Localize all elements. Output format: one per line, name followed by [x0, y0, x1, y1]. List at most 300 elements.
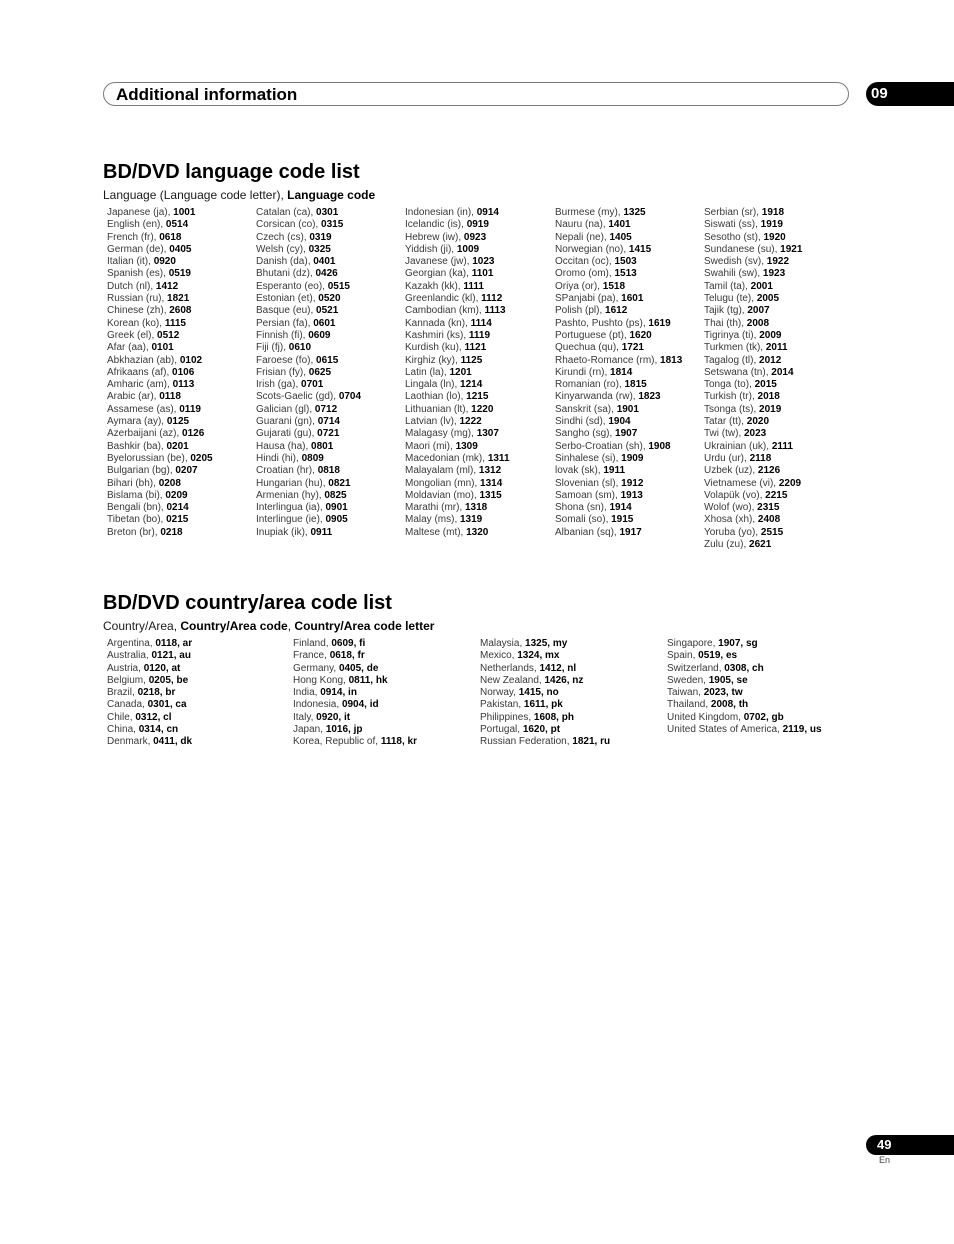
- language-code: 1214: [460, 379, 483, 391]
- language-code: 2315: [757, 502, 780, 514]
- language-entry: [555, 465, 682, 477]
- country-code: 1325, my: [525, 638, 568, 649]
- country-code: 0519, es: [698, 650, 738, 662]
- language-entry: [107, 416, 213, 428]
- language-name: Turkish (tr),: [704, 391, 758, 403]
- language-code: 1201: [449, 366, 472, 378]
- country-entry: [107, 699, 192, 711]
- language-entry: [704, 281, 802, 293]
- legend-bold-code: Country/Area code: [180, 619, 288, 633]
- language-name: Croatian (hr),: [256, 465, 318, 477]
- language-entry: [256, 502, 361, 514]
- country-name: Hong Kong,: [293, 674, 349, 686]
- language-name: Arabic (ar),: [107, 391, 160, 403]
- language-code: 1823: [638, 391, 661, 403]
- language-name: Georgian (ka),: [405, 268, 472, 280]
- language-code: 0704: [338, 391, 362, 403]
- language-name: Kinyarwanda (rw),: [555, 391, 639, 403]
- country-code: 0205, be: [148, 674, 189, 686]
- language-code: 2018: [757, 391, 780, 403]
- language-code: 0113: [172, 379, 195, 391]
- language-entry: [704, 355, 802, 367]
- language-code: 0118: [159, 391, 181, 403]
- language-code: 1503: [614, 256, 637, 268]
- language-name: Macedonian (mk),: [405, 452, 488, 464]
- language-entry: [704, 404, 802, 416]
- language-name: Serbian (sr),: [704, 207, 762, 218]
- country-entry: [293, 712, 417, 724]
- language-code: 2012: [759, 354, 782, 366]
- language-code: 0825: [324, 489, 347, 501]
- country-code: 1608, ph: [533, 711, 574, 723]
- language-code: 1815: [624, 379, 647, 391]
- language-code: 1920: [763, 231, 786, 243]
- language-entry: [704, 232, 802, 244]
- country-entry: [480, 675, 610, 687]
- legend-separator: ,: [287, 619, 295, 633]
- language-code: 2209: [778, 477, 802, 489]
- language-entry: [256, 293, 361, 305]
- country-entry: [480, 663, 610, 675]
- language-name: Somali (so),: [555, 514, 612, 526]
- country-name: Norway,: [480, 687, 519, 699]
- language-entry: [107, 404, 213, 416]
- language-code: 1312: [478, 465, 502, 477]
- language-name: Tsonga (ts),: [704, 403, 760, 415]
- language-name: Siswati (ss),: [704, 219, 761, 231]
- language-name: Afrikaans (af),: [107, 366, 173, 378]
- language-name: Nepali (ne),: [555, 231, 610, 243]
- language-name: Bulgarian (bg),: [107, 465, 176, 477]
- language-name: Oriya (or),: [555, 280, 603, 292]
- language-name: Lingala (ln),: [405, 379, 461, 391]
- language-code: 0911: [310, 526, 333, 538]
- country-entry: [107, 638, 192, 650]
- language-name: Danish (da),: [256, 256, 314, 268]
- language-code: 0615: [316, 354, 339, 366]
- language-name: Swedish (sv),: [704, 256, 767, 268]
- language-code: 0712: [314, 403, 338, 415]
- language-entry: [405, 330, 510, 342]
- country-code: 0609, fi: [331, 638, 366, 649]
- language-name: Xhosa (xh),: [704, 514, 758, 526]
- language-entry: [704, 453, 802, 465]
- language-entry: [107, 293, 213, 305]
- country-name: Korea, Republic of,: [293, 736, 381, 748]
- language-name: Sanskrit (sa),: [555, 403, 617, 415]
- language-code: 2015: [754, 379, 777, 391]
- legend-plain: Language (Language code letter),: [103, 188, 288, 202]
- section-header: [103, 82, 849, 106]
- language-entry: [405, 404, 510, 416]
- country-code-heading: BD/DVD country/area code list: [103, 592, 392, 614]
- country-name: Indonesia,: [293, 699, 342, 711]
- language-code: 1315: [479, 489, 502, 501]
- language-entry: [405, 391, 510, 403]
- country-name: United Kingdom,: [667, 711, 744, 723]
- language-name: Welsh (cy),: [256, 243, 309, 255]
- language-code: 0325: [308, 243, 331, 255]
- language-code: 1001: [173, 207, 196, 218]
- country-code: 1415, no: [518, 687, 559, 699]
- language-name: Kashmiri (ks),: [405, 329, 469, 341]
- language-code: 1721: [621, 342, 644, 354]
- chapter-number-tab: 09: [866, 82, 954, 106]
- language-code: 0905: [325, 514, 348, 526]
- page-number-tab: 49: [866, 1135, 954, 1155]
- language-entry: [405, 514, 510, 526]
- language-name: Greenlandic (kl),: [405, 293, 482, 305]
- language-entry: [107, 256, 213, 268]
- language-name: Slovenian (sl),: [555, 477, 622, 489]
- language-name: Sundanese (su),: [704, 243, 781, 255]
- language-entry: [555, 232, 682, 244]
- country-code: 1905, se: [708, 674, 748, 686]
- language-entry: [107, 502, 213, 514]
- language-name: Kirghiz (ky),: [405, 354, 461, 366]
- language-entry: [256, 367, 361, 379]
- language-entry: [107, 232, 213, 244]
- language-entry: [405, 453, 510, 465]
- language-entry: [107, 355, 213, 367]
- country-name: Philippines,: [480, 711, 534, 723]
- country-code: 0920, it: [316, 711, 351, 723]
- language-entry: [107, 391, 213, 403]
- country-entry: [480, 724, 610, 736]
- language-name: Setswana (tn),: [704, 366, 772, 378]
- country-column: [293, 638, 417, 749]
- language-entry: [405, 219, 510, 231]
- language-entry: [107, 379, 213, 391]
- language-entry: [405, 281, 510, 293]
- page-language-label: En: [879, 1155, 891, 1165]
- language-code: 2009: [759, 329, 782, 341]
- language-code: 1119: [468, 329, 491, 341]
- language-entry: [704, 330, 802, 342]
- country-name: Argentina,: [107, 638, 156, 649]
- language-code: 2020: [746, 416, 770, 428]
- language-name: Marathi (mr),: [405, 502, 465, 514]
- country-code: 0618, fr: [329, 650, 365, 662]
- country-entry: [480, 650, 610, 662]
- language-code: 2019: [759, 403, 782, 415]
- language-name: Laothian (lo),: [405, 391, 467, 403]
- language-name: Kurdish (ku),: [405, 342, 465, 354]
- language-entry: [704, 342, 802, 354]
- language-code: 0101: [151, 342, 174, 354]
- language-entry: [107, 453, 213, 465]
- language-entry: [555, 219, 682, 231]
- language-code: 1518: [602, 280, 626, 292]
- language-name: Maltese (mt),: [405, 526, 467, 538]
- language-code: 1907: [615, 428, 638, 440]
- language-name: Zulu (zu),: [704, 539, 750, 551]
- language-entry: [555, 441, 682, 453]
- language-entry: [107, 330, 213, 342]
- language-name: Swahili (sw),: [704, 268, 763, 280]
- language-entry: [555, 490, 682, 502]
- language-name: Aymara (ay),: [107, 416, 167, 428]
- language-name: Sangho (sg),: [555, 428, 616, 440]
- language-code: 0207: [175, 465, 198, 477]
- language-name: Inupiak (ik),: [256, 526, 311, 538]
- country-code: 0301, ca: [147, 699, 187, 711]
- language-name: Serbo-Croatian (sh),: [555, 440, 649, 452]
- language-name: Bihari (bh),: [107, 477, 159, 489]
- language-name: Bhutani (dz),: [256, 268, 316, 280]
- language-column: [256, 207, 361, 539]
- language-entry: [704, 219, 802, 231]
- language-name: Rhaeto-Romance (rm),: [555, 354, 661, 366]
- country-entry: [293, 699, 417, 711]
- language-name: lovak (sk),: [555, 465, 604, 477]
- country-code: 1118, kr: [380, 736, 417, 748]
- language-entry: [405, 305, 510, 317]
- language-entry: [704, 527, 802, 539]
- language-code: 0209: [165, 489, 188, 501]
- country-entry: [480, 699, 610, 711]
- language-code-heading: BD/DVD language code list: [103, 161, 360, 183]
- country-name: Japan,: [293, 724, 326, 736]
- language-code: 2023: [744, 428, 767, 440]
- language-name: Moldavian (mo),: [405, 489, 480, 501]
- country-name: Italy,: [293, 711, 317, 723]
- language-name: Spanish (es),: [107, 268, 169, 280]
- language-entry: [555, 355, 682, 367]
- language-column: [704, 207, 802, 551]
- language-name: Malay (ms),: [405, 514, 460, 526]
- language-code: 1917: [619, 526, 642, 538]
- language-name: Uzbek (uz),: [704, 465, 758, 477]
- country-name: Spain,: [667, 650, 699, 662]
- language-code: 1314: [480, 477, 503, 489]
- language-code: 1318: [465, 502, 488, 514]
- language-name: Esperanto (eo),: [256, 280, 328, 292]
- language-entry: [256, 256, 361, 268]
- language-name: Kazakh (kk),: [405, 280, 464, 292]
- language-code: 0618: [159, 231, 182, 243]
- language-column: [107, 207, 213, 539]
- language-code-columns: [103, 207, 803, 551]
- language-entry: [704, 256, 802, 268]
- language-entry: [256, 453, 361, 465]
- language-entry: [555, 428, 682, 440]
- language-code: 0512: [157, 329, 180, 341]
- language-code: 0919: [466, 219, 489, 231]
- language-name: Guarani (gn),: [256, 416, 318, 428]
- country-name: New Zealand,: [480, 674, 545, 686]
- country-entry: [293, 736, 417, 748]
- language-code: 0609: [308, 329, 331, 341]
- language-code: 1513: [614, 268, 637, 280]
- language-name: Greek (el),: [107, 329, 158, 341]
- language-name: Byelorussian (be),: [107, 452, 191, 464]
- language-entry: [107, 490, 213, 502]
- language-code: 2111: [771, 440, 793, 452]
- language-code: 0126: [182, 428, 205, 440]
- language-name: Twi (tw),: [704, 428, 744, 440]
- language-code: 0208: [158, 477, 181, 489]
- language-name: Korean (ko),: [107, 317, 165, 329]
- language-entry: [107, 318, 213, 330]
- language-code: 0923: [463, 231, 487, 243]
- language-name: Sesotho (st),: [704, 231, 764, 243]
- country-entry: [293, 724, 417, 736]
- language-entry: [555, 342, 682, 354]
- language-code: 2621: [749, 539, 772, 551]
- language-code: 1922: [766, 256, 790, 268]
- language-name: Abkhazian (ab),: [107, 354, 180, 366]
- country-entry: [667, 724, 822, 736]
- language-name: Finnish (fi),: [256, 329, 309, 341]
- language-entry: [555, 293, 682, 305]
- language-entry: [555, 256, 682, 268]
- language-name: Yiddish (ji),: [405, 243, 457, 255]
- language-name: Galician (gl),: [256, 403, 315, 415]
- language-entry: [555, 305, 682, 317]
- country-code-legend: [103, 619, 434, 634]
- language-code: 1619: [648, 317, 671, 329]
- country-code-section: [103, 591, 822, 749]
- language-code: 2215: [765, 489, 788, 501]
- language-entry: [256, 416, 361, 428]
- language-entry: [405, 293, 510, 305]
- country-code: 0308, ch: [724, 662, 764, 674]
- language-entry: [555, 453, 682, 465]
- language-code: 0214: [166, 502, 189, 514]
- language-entry: [107, 281, 213, 293]
- language-name: Gujarati (gu),: [256, 428, 318, 440]
- language-entry: [256, 207, 361, 219]
- language-entry: [405, 416, 510, 428]
- language-code: 2011: [765, 342, 788, 354]
- country-entry: [667, 638, 822, 650]
- language-entry: [704, 367, 802, 379]
- language-entry: [704, 490, 802, 502]
- language-code: 0521: [316, 305, 339, 317]
- language-entry: [555, 514, 682, 526]
- language-name: Japanese (ja),: [107, 207, 174, 218]
- language-code: 1912: [621, 477, 644, 489]
- language-name: Tajik (tg),: [704, 305, 748, 317]
- country-entry: [480, 687, 610, 699]
- language-name: Breton (br),: [107, 526, 161, 538]
- language-code: 0125: [166, 416, 190, 428]
- country-name: Malaysia,: [480, 638, 526, 649]
- language-entry: [405, 428, 510, 440]
- language-entry: [555, 478, 682, 490]
- country-code: 0121, au: [151, 650, 191, 662]
- language-name: Dutch (nl),: [107, 280, 156, 292]
- language-name: English (en),: [107, 219, 166, 231]
- language-name: Lithuanian (lt),: [405, 403, 472, 415]
- language-column: [555, 207, 682, 539]
- language-entry: [256, 244, 361, 256]
- country-name: Switzerland,: [667, 662, 725, 674]
- language-code: 0315: [321, 219, 344, 231]
- country-name: Singapore,: [667, 638, 719, 649]
- country-entry: [480, 638, 610, 650]
- country-code-columns: [103, 638, 822, 749]
- language-entry: [555, 207, 682, 219]
- language-name: Yoruba (yo),: [704, 526, 761, 538]
- language-entry: [256, 232, 361, 244]
- language-code: 0215: [166, 514, 189, 526]
- language-code: 1919: [760, 219, 783, 231]
- section-header-title: Additional information: [116, 85, 298, 104]
- language-name: Sinhalese (si),: [555, 452, 622, 464]
- language-name: Scots-Gaelic (gd),: [256, 391, 339, 403]
- language-name: Polish (pl),: [555, 305, 606, 317]
- language-name: Vietnamese (vi),: [704, 477, 779, 489]
- language-name: Catalan (ca),: [256, 207, 317, 218]
- country-code: 1426, nz: [544, 674, 584, 686]
- language-code: 1918: [761, 207, 785, 218]
- country-entry: [667, 687, 822, 699]
- language-name: Tatar (tt),: [704, 416, 747, 428]
- country-name: Finland,: [293, 638, 332, 649]
- language-entry: [405, 244, 510, 256]
- language-entry: [555, 404, 682, 416]
- country-name: Thailand,: [667, 699, 711, 711]
- language-name: Mongolian (mn),: [405, 477, 481, 489]
- language-entry: [107, 305, 213, 317]
- country-code: 0405, de: [338, 662, 379, 674]
- language-name: Tibetan (bo),: [107, 514, 167, 526]
- language-entry: [256, 305, 361, 317]
- language-entry: [555, 330, 682, 342]
- language-entry: [704, 465, 802, 477]
- language-name: Hungarian (hu),: [256, 477, 329, 489]
- language-name: Russian (ru),: [107, 293, 168, 305]
- language-entry: [256, 355, 361, 367]
- language-code: 0821: [328, 477, 351, 489]
- language-code: 2007: [747, 305, 770, 317]
- language-code: 1821: [167, 293, 190, 305]
- language-name: Amharic (am),: [107, 379, 173, 391]
- language-entry: [107, 428, 213, 440]
- language-entry: [107, 219, 213, 231]
- language-code: 1401: [608, 219, 631, 231]
- language-code: 1307: [476, 428, 499, 440]
- language-entry: [256, 404, 361, 416]
- language-name: Persian (fa),: [256, 317, 314, 329]
- language-code: 0601: [313, 317, 336, 329]
- language-entry: [704, 207, 802, 219]
- language-entry: [405, 441, 510, 453]
- country-entry: [480, 712, 610, 724]
- country-name: Chile,: [107, 711, 136, 723]
- country-entry: [667, 675, 822, 687]
- language-entry: [555, 318, 682, 330]
- language-name: Volapük (vo),: [704, 489, 766, 501]
- country-name: Mexico,: [480, 650, 518, 662]
- language-code: 0205: [190, 452, 213, 464]
- country-name: China,: [107, 724, 139, 736]
- country-name: Australia,: [107, 650, 152, 662]
- language-name: Hebrew (iw),: [405, 231, 464, 243]
- country-name: Sweden,: [667, 674, 709, 686]
- language-code-section: [103, 160, 803, 551]
- language-name: Latin (la),: [405, 366, 450, 378]
- language-name: Estonian (et),: [256, 293, 319, 305]
- language-entry: [256, 478, 361, 490]
- country-entry: [107, 675, 192, 687]
- language-code: 2408: [757, 514, 781, 526]
- country-code: 0314, cn: [138, 724, 179, 736]
- language-name: Nauru (na),: [555, 219, 609, 231]
- language-code: 0920: [153, 256, 176, 268]
